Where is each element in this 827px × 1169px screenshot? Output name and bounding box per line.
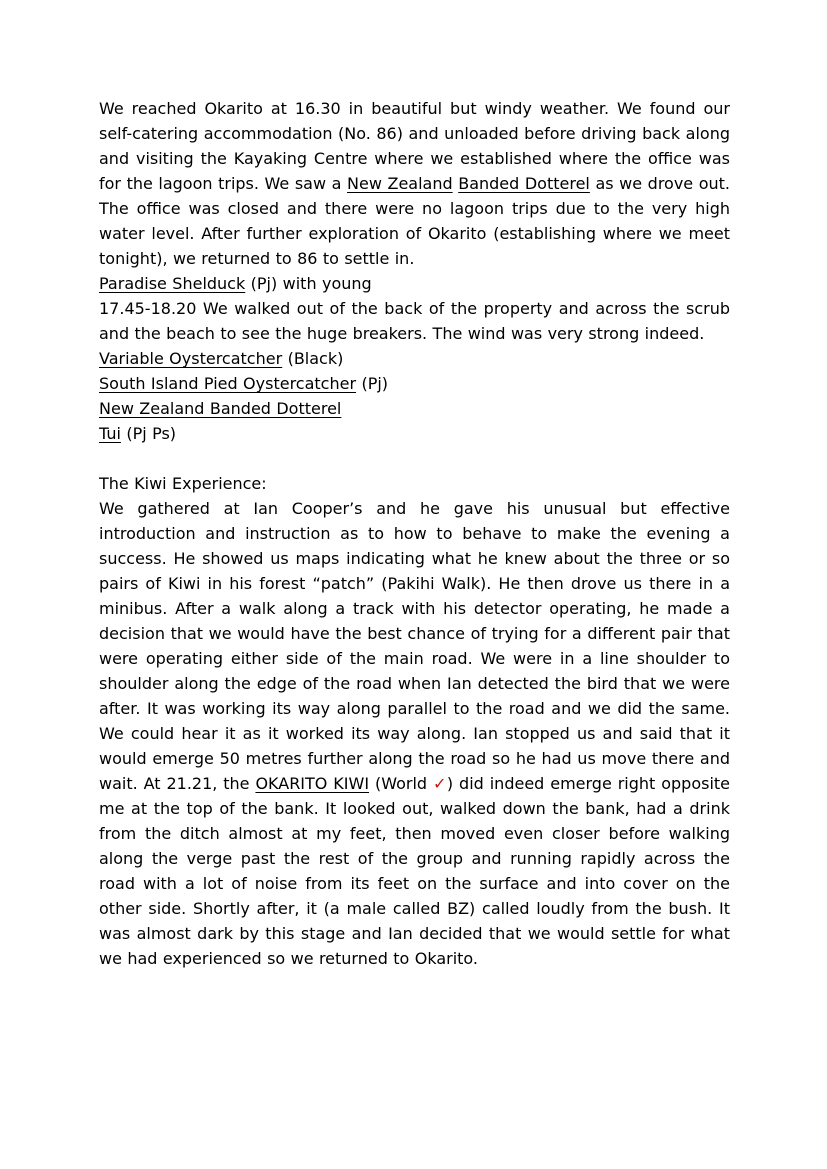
species-name: Variable Oystercatcher <box>99 349 283 368</box>
text-run: (Black) <box>282 349 344 368</box>
text-run: (Pj) <box>356 374 389 393</box>
south-island-pied-oystercatcher-line <box>99 371 730 396</box>
text-run: ) did indeed emerge right opposite me at the top of the bank. It looked out, walked down the bank, had a drink from the ditch almost at my feet, then moved even closer before walking along the verge past the rest of the group and running rapidly across the road with a lot of noise from its feet on the surface and into cover on the other side. Shortly after, it (a male called BZ) called loudly from the bush. It was almost dark by this stage and Ian decided that we would settle for what we had experienced so we returned to Okarito. <box>99 774 731 968</box>
text-run: The Kiwi Experience: <box>99 474 267 493</box>
text-run: (Pj Ps) <box>120 424 177 443</box>
paradise-shelduck-line <box>99 271 730 296</box>
text-run: as we drove out. The office was closed and there were no lagoon trips due to the very high water level. After further exploration of Okarito (establishing where we meet tonight), we returned to 86 to settle in. <box>99 174 731 268</box>
new-zealand-banded-dotterel-line <box>99 396 730 421</box>
species-name: New Zealand <box>347 174 453 193</box>
text-run: (Pj) with young <box>245 274 372 293</box>
red-check-icon: ✓ <box>432 774 447 793</box>
kiwi-experience-paragraph <box>99 496 730 971</box>
evening-walk-paragraph <box>99 296 730 346</box>
spacer <box>99 446 730 471</box>
text-run: We gathered at Ian Cooper’s and he gave his unusual but effective introduction and instruction as to how to behave to make the evening a success. He showed us maps indicating what he knew about the three or so pairs of Kiwi in his forest “patch” (Pakihi Walk). He then drove us there in a minibus. After a walk along a track with his detector operating, he made a decision that we would have the best chance of trying for a different pair that were operating either side of the main road. We were in a line shoulder to shoulder along the edge of the road when Ian detected the bird that we were after. It was working its way along parallel to the road and we did the same. We could hear it as it worked its way along. Ian stopped us and said that it would emerge 50 metres further along the road so he had us move there and wait. At 21.21, the <box>99 499 730 793</box>
document-content <box>99 96 730 971</box>
species-name: OKARITO KIWI <box>255 774 370 793</box>
text-run: 17.45-18.20 We walked out of the back of the property and across the scrub and the beach to see the huge breakers. The wind was very strong indeed. <box>99 299 730 343</box>
species-name: New Zealand Banded Dotterel <box>99 399 342 418</box>
species-name: South Island Pied Oystercatcher <box>99 374 357 393</box>
text-run: (World <box>369 774 433 793</box>
variable-oystercatcher-line <box>99 346 730 371</box>
species-name: Banded Dotterel <box>458 174 590 193</box>
species-name: Paradise Shelduck <box>99 274 246 293</box>
text-run: We reached Okarito at 16.30 in beautiful but windy weather. We found our self-catering accommodation (No. 86) and unloaded before driving back along and visiting the Kayaking Centre where we established where the office was for the lagoon trips. We saw a <box>99 99 730 193</box>
kiwi-experience-heading <box>99 471 730 496</box>
species-name: Tui <box>99 424 121 443</box>
tui-line <box>99 421 730 446</box>
arrival-paragraph <box>99 96 730 271</box>
